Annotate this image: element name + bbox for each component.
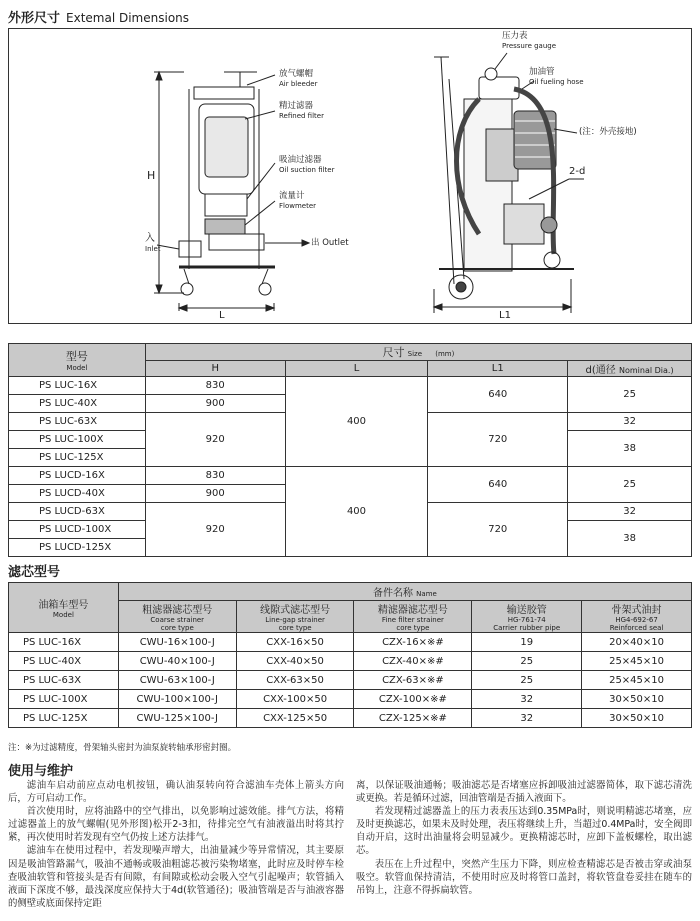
- table-row-model: PS LUCD-125X: [9, 539, 146, 557]
- header-h: H: [145, 361, 285, 377]
- cell-h: 900: [145, 395, 285, 413]
- table-row-model: PS LUCD-16X: [9, 467, 146, 485]
- label-air-bleeder: 放气螺帽 Air bleeder: [279, 69, 318, 88]
- cell-h: 830: [145, 377, 285, 395]
- cell-l1: 720: [428, 503, 568, 557]
- cell-coarse: CWU-63×100-J: [118, 671, 236, 690]
- title-en: Extemal Dimensions: [66, 11, 190, 25]
- header-seal: 骨架式油封 HG4-692-67 Reinforced seal: [582, 601, 692, 633]
- label-pressure-gauge: 压力表 Pressure gauge: [502, 31, 557, 50]
- table-row-model: PS LUC-100X: [9, 431, 146, 449]
- cell-l1: 640: [428, 377, 568, 413]
- cell-fine: CZX-40×※#: [354, 652, 472, 671]
- cell-d: 38: [568, 521, 692, 557]
- cell-pipe: 32: [472, 690, 582, 709]
- cell-l: 400: [285, 467, 428, 557]
- cell-seal: 30×50×10: [582, 709, 692, 728]
- cell-pipe: 19: [472, 633, 582, 652]
- cell-coarse: CWU-100×100-J: [118, 690, 236, 709]
- cell-l1: 640: [428, 467, 568, 503]
- cell-h: 830: [145, 467, 285, 485]
- cell-linegap: CXX-16×50: [236, 633, 354, 652]
- label-2d: 2-d: [569, 166, 586, 177]
- cell-linegap: CXX-100×50: [236, 690, 354, 709]
- dimension-table: [8, 343, 692, 557]
- header-size: 尺寸 Size (mm): [145, 344, 691, 361]
- label-dim-l1: L1: [499, 310, 511, 321]
- table-row-model: PS LUCD-63X: [9, 503, 146, 521]
- label-inlet: 入 Inlet: [145, 233, 161, 253]
- header-fine: 精滤器滤芯型号 Fine filter strainer core type: [354, 601, 472, 633]
- dimension-drawing: [8, 28, 692, 324]
- header-coarse: 粗滤器滤芯型号 Coarse strainer core type: [118, 601, 236, 633]
- cell-seal: 25×45×10: [582, 652, 692, 671]
- table-row-model: PS LUC-16X: [9, 633, 119, 652]
- header-parts: 备件名称 Name: [118, 583, 691, 601]
- label-oil-suction-filter: 吸油过滤器 Oil suction filter: [279, 155, 335, 174]
- header-l: L: [285, 361, 428, 377]
- header-model: 型号 Model: [9, 344, 146, 377]
- label-oil-fueling-hose: 加油管 Oil fueling hose: [529, 67, 584, 86]
- cell-coarse: CWU-16×100-J: [118, 633, 236, 652]
- table-row-model: PS LUC-40X: [9, 652, 119, 671]
- table-row-model: PS LUC-40X: [9, 395, 146, 413]
- cell-pipe: 32: [472, 709, 582, 728]
- header-d: d(通径 Nominal Dia.): [568, 361, 692, 377]
- cell-fine: CZX-125×※#: [354, 709, 472, 728]
- cell-fine: CZX-16×※#: [354, 633, 472, 652]
- cell-l: 400: [285, 377, 428, 467]
- filter-table: [8, 582, 692, 728]
- header-linegap: 线隙式滤芯型号 Line-gap strainer core type: [236, 601, 354, 633]
- table-row-model: PS LUC-63X: [9, 413, 146, 431]
- header-filter-model: 油箱车型号 Model: [9, 583, 119, 633]
- section-title-dimensions: [8, 7, 189, 26]
- usage-paragraph: 滤油车启动前应点动电机按钮，确认油泵转向符合滤油车壳体上箭头方向后，方可启动工作。: [8, 780, 344, 805]
- label-dim-l: L: [219, 310, 225, 321]
- cell-linegap: CXX-63×50: [236, 671, 354, 690]
- table-row-model: PS LUC-125X: [9, 709, 119, 728]
- usage-paragraph: 滤油车在使用过程中，若发现噪声增大，出油量减少等异常情况，其主要原因是吸油管路漏气，吸油不通畅或吸油粗滤芯被污染物堵塞，此时应及时停车检查吸油软管和管接头是否有间隙，有间隙或松动会吸入空气引起噪声；软管插入液面下深度不够，最浅深度应保持大于4d(软管通径)；吸油管端是否与油液容器的侧壁或底面保持定距: [8, 845, 344, 909]
- label-dim-h: H: [147, 169, 156, 182]
- cell-pipe: 25: [472, 652, 582, 671]
- cell-h: 920: [145, 503, 285, 557]
- usage-left-column: [8, 779, 344, 910]
- header-l1: L1: [428, 361, 568, 377]
- cell-d: 32: [568, 503, 692, 521]
- cell-l1: 720: [428, 413, 568, 467]
- cell-h: 920: [145, 413, 285, 467]
- label-flowmeter: 流量计 Flowmeter: [279, 191, 317, 210]
- section-title-filter: 滤芯型号: [8, 565, 61, 580]
- cell-h: 900: [145, 485, 285, 503]
- label-grounding-note: (注：外壳接地): [579, 127, 637, 137]
- cell-seal: 25×45×10: [582, 671, 692, 690]
- cell-seal: 20×40×10: [582, 633, 692, 652]
- cell-coarse: CWU-40×100-J: [118, 652, 236, 671]
- table-row-model: PS LUC-125X: [9, 449, 146, 467]
- cell-coarse: CWU-125×100-J: [118, 709, 236, 728]
- section-title-usage: 使用与维护: [8, 764, 74, 779]
- table-row-model: PS LUC-100X: [9, 690, 119, 709]
- cell-d: 25: [568, 377, 692, 413]
- cell-d: 38: [568, 431, 692, 467]
- cell-linegap: CXX-40×50: [236, 652, 354, 671]
- cell-seal: 30×50×10: [582, 690, 692, 709]
- table-row-model: PS LUCD-100X: [9, 521, 146, 539]
- cell-d: 25: [568, 467, 692, 503]
- label-refined-filter: 精过滤器 Refined filter: [279, 101, 324, 120]
- table-row-model: PS LUC-16X: [9, 377, 146, 395]
- usage-paragraph: 若发现精过滤器盖上的压力表表压达到0.35MPa时，则说明精滤芯堵塞，应及时更换滤芯，如果未及时处理，表压将继续上升，当超过0.4MPa时，安全阀即自动开启，这时出油量将会明显减少。更换精滤芯时，应卸下盖板螺栓，取出滤芯。: [356, 806, 692, 857]
- cell-pipe: 25: [472, 671, 582, 690]
- label-outlet: 出 Outlet: [311, 238, 349, 248]
- usage-paragraph: 首次使用时，应将油路中的空气排出，以免影响过滤效能。排气方法，将精过滤器盖上的放气螺帽(见外形图)松开2-3扣，待排完空气有油液溢出时将其拧紧，再次使用时若发现有空气仍按上述方法排气。: [8, 806, 344, 844]
- header-pipe: 输送胶管 HG-761-74 Carrier rubber pipe: [472, 601, 582, 633]
- filter-note: 注：※为过滤精度，骨架轴头密封为油泵旋转轴承形密封圈。: [8, 743, 237, 753]
- usage-right-column: [356, 779, 692, 897]
- usage-paragraph: 表压在上升过程中，突然产生压力下降，则应检查精滤芯是否被击穿或油泵吸空。软管血保持清洁，不使用时应及时将管口盖封，将软管盘卷妥挂在随车的吊钩上，注意不得拆扁软管。: [356, 858, 692, 896]
- table-row-model: PS LUC-63X: [9, 671, 119, 690]
- usage-paragraph: 离，以保证吸油通畅；吸油滤芯是否堵塞应拆卸吸油过滤器简体，取下滤芯清洗或更换。若是循环过滤，回油管端是否插入液面下。: [356, 780, 692, 805]
- cell-d: 32: [568, 413, 692, 431]
- cell-fine: CZX-63×※#: [354, 671, 472, 690]
- cell-linegap: CXX-125×50: [236, 709, 354, 728]
- title-cn: 外形尺寸: [8, 11, 61, 26]
- table-row-model: PS LUCD-40X: [9, 485, 146, 503]
- cell-fine: CZX-100×※#: [354, 690, 472, 709]
- drawing-illustration: [9, 29, 693, 325]
